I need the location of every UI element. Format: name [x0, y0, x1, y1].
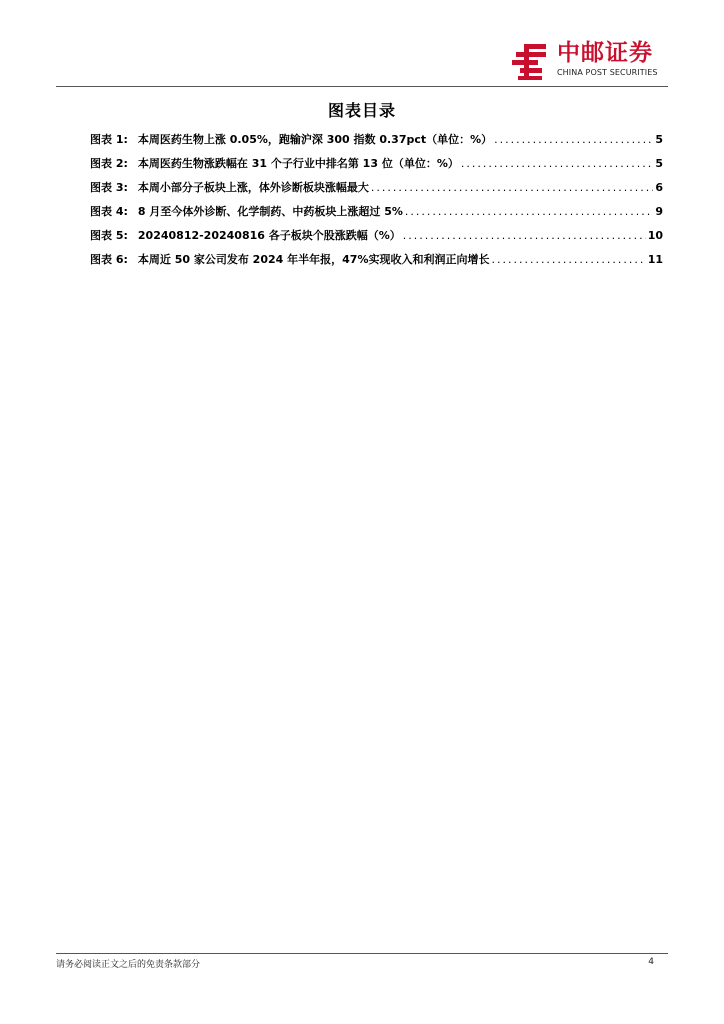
toc-entry-label: 图表 5:: [90, 229, 128, 242]
toc-entry-title: 本周医药生物上涨 0.05%，跑输沪深 300 指数 0.37pct（单位：%）: [137, 133, 493, 146]
company-logo: [512, 40, 668, 82]
toc-entry-page: 5: [655, 157, 663, 170]
logo-english-text: CHINA POST SECURITIES: [557, 68, 658, 77]
toc-entry-label: 图表 6:: [90, 253, 128, 266]
toc-entry-page: 10: [647, 229, 663, 242]
toc-leader-dots: [494, 133, 653, 146]
toc-entry[interactable]: [90, 251, 663, 275]
footer-page-number: 4: [648, 957, 654, 967]
toc-entry[interactable]: [90, 131, 663, 155]
toc-entry-title: 本周近 50 家公司发布 2024 年半年报，47%实现收入和利润正向增长: [137, 253, 490, 266]
toc-entry-label: 图表 3:: [90, 181, 128, 194]
header-divider: [56, 86, 668, 87]
toc-leader-dots: [491, 253, 645, 266]
toc-entry-label: 图表 2:: [90, 157, 128, 170]
toc-entry-label: 图表 4:: [90, 205, 128, 218]
toc-entry-page: 11: [647, 253, 663, 266]
toc-entry-title: 本周小部分子板块上涨，体外诊断板块涨幅最大: [137, 181, 369, 194]
toc-entry-page: 6: [655, 181, 663, 194]
toc-entry-label: 图表 1:: [90, 133, 128, 146]
toc-entry[interactable]: [90, 203, 663, 227]
china-post-logo-icon: [512, 42, 552, 82]
toc-entry-page: 5: [655, 133, 663, 146]
footer-divider: [56, 953, 668, 954]
toc-leader-dots: [461, 157, 653, 170]
logo-chinese-text: 中邮证券: [557, 40, 653, 66]
toc-leader-dots: [405, 205, 653, 218]
toc-entry-page: 9: [655, 205, 663, 218]
page-header: [0, 0, 724, 90]
toc-title: 图表目录: [327, 101, 396, 120]
toc-entry-title: 本周医药生物涨跌幅在 31 个子行业中排名第 13 位（单位：%）: [137, 157, 459, 170]
toc-entry[interactable]: [90, 179, 663, 203]
toc-entry[interactable]: [90, 155, 663, 179]
toc-entry[interactable]: [90, 227, 663, 251]
toc-entry-title: 8 月至今体外诊断、化学制药、中药板块上涨超过 5%: [137, 205, 403, 218]
table-of-figures: [90, 131, 663, 275]
toc-leader-dots: [403, 229, 646, 242]
toc-entry-title: 20240812-20240816 各子板块个股涨跌幅（%）: [137, 229, 401, 242]
footer-disclaimer: 请务必阅读正文之后的免责条款部分: [56, 960, 201, 970]
toc-leader-dots: [371, 181, 653, 194]
